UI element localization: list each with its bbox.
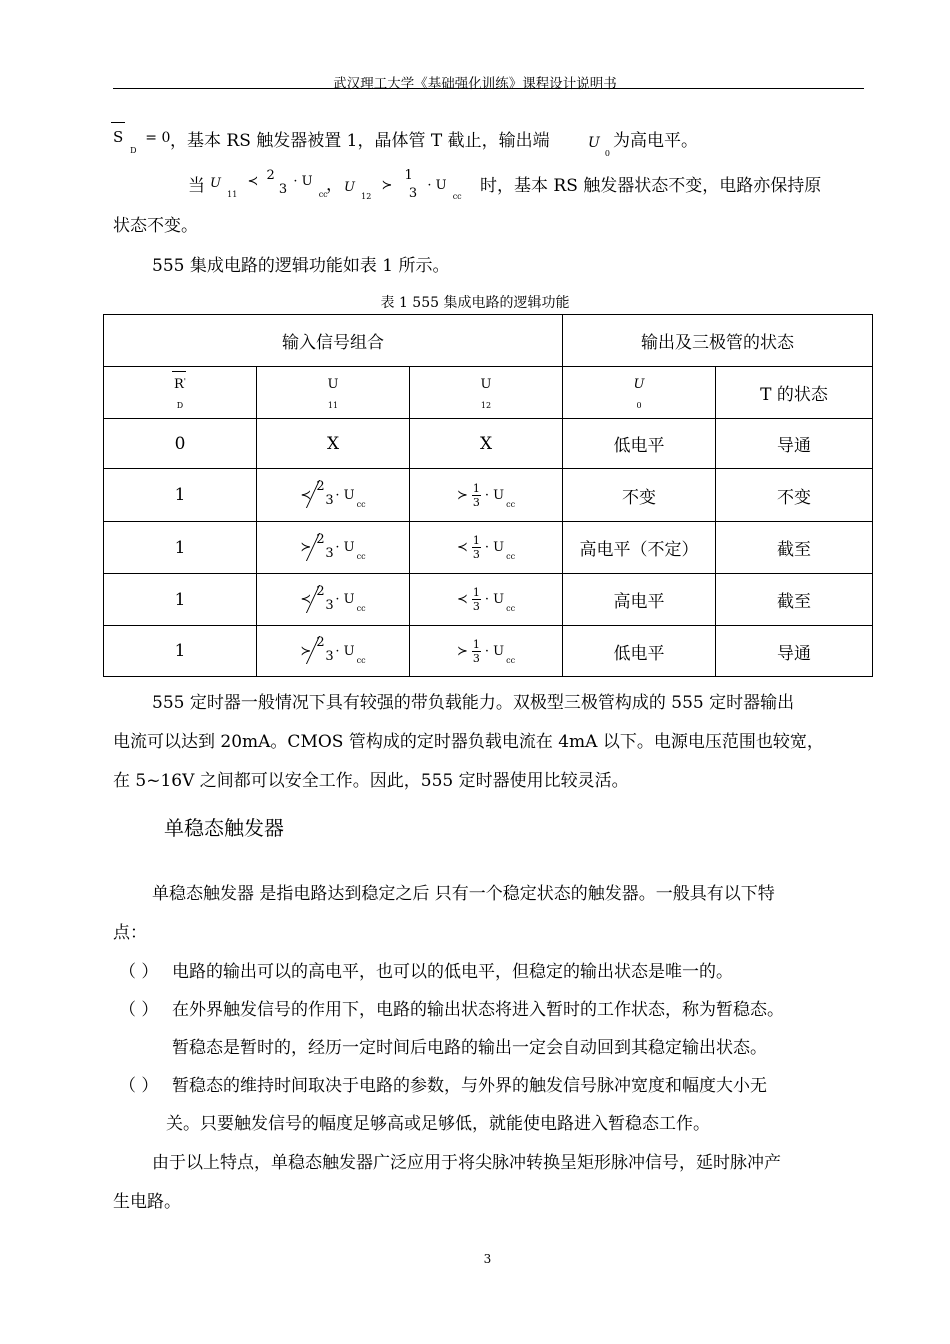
para3-line1: 由于以上特点，单稳态触发器广泛应用于将尖脉冲转换呈矩形脉冲信号，延时脉冲产 bbox=[152, 1153, 781, 1173]
ucc-label: · U bbox=[484, 540, 505, 555]
list-item-2-line2: 暂稳态是暂时的，经历一定时间后电路的输出一定会自动回到其稳定输出状态。 bbox=[172, 1038, 767, 1058]
cc-subscript: cc bbox=[506, 499, 516, 509]
cc-subscript: cc bbox=[356, 499, 366, 509]
fraction-one-third bbox=[472, 482, 481, 509]
u11-three: 3 bbox=[278, 182, 288, 197]
u11-letter: U bbox=[210, 176, 221, 191]
sd-subscript: D bbox=[130, 146, 137, 155]
cell-u11 bbox=[257, 626, 410, 677]
fraction-numerator: 1 bbox=[472, 481, 480, 495]
list-item-2-mark: （ ） bbox=[119, 1000, 159, 1020]
cell-u11: X bbox=[257, 419, 410, 469]
col-u11-header bbox=[257, 367, 410, 419]
fraction-one-third bbox=[472, 534, 481, 561]
u12-one: 1 bbox=[404, 168, 413, 183]
para3-line2: 生电路。 bbox=[113, 1192, 181, 1212]
list-item-1-line1: 电路的输出可以的高电平，也可以的低电平，但稳定的输出状态是唯一的。 bbox=[172, 962, 733, 982]
page-number: 3 bbox=[483, 1252, 492, 1266]
list-item-3-line1: 暂稳态的维持时间取决于电路的参数，与外界的触发信号脉冲宽度和幅度大小无 bbox=[172, 1076, 767, 1096]
section-heading: 单稳态触发器 bbox=[164, 816, 284, 840]
page-header: 武汉理工大学《基础强化训练》课程设计说明书 bbox=[333, 76, 617, 92]
u11-relation: ≺ bbox=[300, 592, 312, 607]
u12-gt: ≻ bbox=[381, 178, 393, 193]
cc-subscript: cc bbox=[356, 552, 366, 561]
cell-u12 bbox=[410, 469, 563, 522]
u0-letter: U bbox=[588, 135, 600, 151]
logic-function-table bbox=[103, 314, 873, 677]
cell-rd: 1 bbox=[104, 469, 257, 522]
col-t-header: T 的状态 bbox=[716, 367, 873, 419]
u11-col-letter: U bbox=[327, 376, 339, 392]
sd-equals: = 0 bbox=[145, 130, 171, 146]
u0-col-letter: U bbox=[633, 376, 645, 392]
ucc-label: · U bbox=[484, 487, 505, 503]
cell-u12 bbox=[410, 522, 563, 574]
para1-line2: 电流可以达到 20mA。CMOS 管构成的定时器负载电流在 4mA 以下。电源电压范围也较宽， bbox=[113, 732, 824, 752]
cell-t: 导通 bbox=[716, 419, 873, 469]
u11-cc: cc bbox=[318, 190, 328, 199]
fraction-numerator: 2 bbox=[316, 531, 325, 547]
fraction-denominator: 3 bbox=[472, 651, 480, 665]
cell-u0: 不变 bbox=[563, 469, 716, 522]
fraction-denominator: 3 bbox=[472, 600, 480, 613]
col-rd-header bbox=[104, 367, 257, 419]
u12-subscript: 12 bbox=[361, 192, 372, 201]
list-item-3-mark: （ ） bbox=[119, 1076, 159, 1096]
u0-symbol bbox=[588, 132, 610, 158]
table-row bbox=[104, 626, 873, 677]
u11-relation: ≺ bbox=[300, 487, 312, 503]
cell-u12 bbox=[410, 574, 563, 626]
group-output-header: 输出及三极管的状态 bbox=[563, 315, 873, 367]
fraction-denominator: 3 bbox=[325, 649, 334, 664]
fraction-two-thirds bbox=[315, 531, 335, 562]
table-row bbox=[104, 522, 873, 574]
list-item-2-line1: 在外界触发信号的作用下，电路的输出状态将进入暂时的工作状态，称为暂稳态。 bbox=[172, 1000, 784, 1020]
u11-lt: ≺ bbox=[247, 174, 259, 189]
cell-u11 bbox=[257, 522, 410, 574]
u12-letter: U bbox=[344, 180, 355, 195]
u12-ucc: · U bbox=[427, 178, 447, 193]
table-group-header-row bbox=[104, 315, 873, 367]
fraction-denominator: 3 bbox=[325, 545, 334, 561]
fraction-numerator: 2 bbox=[316, 583, 325, 599]
para1-line3: 在 5~16V 之间都可以安全工作。因此，555 定时器使用比较灵活。 bbox=[113, 771, 629, 791]
cell-u0: 低电平 bbox=[563, 419, 716, 469]
cell-u0: 高电平（不定） bbox=[563, 522, 716, 574]
cell-u12 bbox=[410, 626, 563, 677]
cell-u12: X bbox=[410, 419, 563, 469]
line2-dang: 当 bbox=[188, 176, 205, 196]
u11-col-subscript: 11 bbox=[327, 400, 339, 410]
ucc-label: · U bbox=[335, 540, 355, 555]
fraction-denominator: 3 bbox=[325, 493, 334, 508]
cell-rd: 1 bbox=[104, 522, 257, 574]
cc-subscript: cc bbox=[356, 604, 366, 613]
cell-u11 bbox=[257, 574, 410, 626]
rd-prime: ' bbox=[183, 376, 186, 386]
condition-u12 bbox=[344, 168, 462, 201]
fraction-numerator: 2 bbox=[316, 635, 325, 650]
fraction-one-third bbox=[472, 638, 481, 665]
u12-col-letter: U bbox=[480, 376, 492, 392]
ucc-label: · U bbox=[335, 592, 355, 607]
u11-two: 2 bbox=[266, 168, 275, 183]
condition-u11 bbox=[210, 168, 328, 199]
line1-text: ，基本 RS 触发器被置 1，晶体管 T 截止，输出端 bbox=[170, 131, 550, 151]
ucc-label: · U bbox=[335, 487, 355, 503]
ucc-label: · U bbox=[484, 592, 505, 607]
cell-rd: 1 bbox=[104, 626, 257, 677]
ucc-label: · U bbox=[484, 643, 505, 659]
para1-line1: 555 定时器一般情况下具有较强的带负载能力。双极型三极管构成的 555 定时器输出 bbox=[152, 693, 795, 713]
u12-relation: ≻ bbox=[456, 643, 468, 659]
u0-col-subscript: 0 bbox=[636, 400, 642, 410]
line2-comma: ， bbox=[326, 175, 343, 195]
u12-col-subscript: 12 bbox=[480, 400, 492, 410]
group-input-header: 输入信号组合 bbox=[104, 315, 563, 367]
rd-subscript: D bbox=[176, 400, 184, 410]
line3-text: 状态不变。 bbox=[113, 216, 198, 236]
para2-line1: 单稳态触发器 是指电路达到稳定之后 只有一个稳定状态的触发器。一般具有以下特 bbox=[152, 884, 775, 904]
cell-rd: 1 bbox=[104, 574, 257, 626]
line4-text: 555 集成电路的逻辑功能如表 1 所示。 bbox=[152, 256, 450, 276]
list-item-3-line2: 关。只要触发信号的幅度足够高或足够低，就能使电路进入暂稳态工作。 bbox=[166, 1114, 710, 1134]
list-item-1-mark: （ ） bbox=[119, 962, 159, 982]
table-caption: 表 1 555 集成电路的逻辑功能 bbox=[380, 295, 570, 311]
fraction-two-thirds bbox=[315, 583, 335, 614]
cell-u11 bbox=[257, 469, 410, 522]
u11-relation: ≻ bbox=[300, 540, 312, 555]
table-row bbox=[104, 574, 873, 626]
table-row bbox=[104, 469, 873, 522]
cc-subscript: cc bbox=[506, 655, 516, 665]
header-rule bbox=[113, 88, 864, 89]
col-u0-header bbox=[563, 367, 716, 419]
ucc-label: · U bbox=[335, 643, 355, 659]
cell-rd: 0 bbox=[104, 419, 257, 469]
line2-tail: 时，基本 RS 触发器状态不变，电路亦保持原 bbox=[480, 176, 822, 196]
fraction-denominator: 3 bbox=[472, 548, 480, 561]
cell-t: 截至 bbox=[716, 522, 873, 574]
u11-subscript: 11 bbox=[227, 190, 238, 199]
u12-relation: ≺ bbox=[456, 540, 468, 555]
cc-subscript: cc bbox=[506, 552, 516, 561]
u11-relation: ≻ bbox=[300, 643, 312, 659]
u11-ucc: · U bbox=[293, 174, 313, 189]
col-u12-header bbox=[410, 367, 563, 419]
sd-bar-symbol: S bbox=[113, 128, 124, 146]
cell-t: 导通 bbox=[716, 626, 873, 677]
rd-letter: R bbox=[174, 376, 184, 392]
fraction-two-thirds bbox=[315, 481, 335, 509]
fraction-one-third bbox=[472, 586, 481, 613]
u12-relation: ≻ bbox=[456, 487, 468, 503]
fraction-numerator: 2 bbox=[316, 479, 325, 494]
u0-subscript: 0 bbox=[604, 149, 610, 158]
fraction-numerator: 1 bbox=[472, 534, 480, 547]
fraction-two-thirds bbox=[315, 637, 335, 665]
formula-line-1 bbox=[113, 128, 171, 155]
u12-cc: cc bbox=[452, 192, 462, 201]
fraction-numerator: 1 bbox=[472, 637, 480, 651]
cell-t: 截至 bbox=[716, 574, 873, 626]
cc-subscript: cc bbox=[356, 655, 366, 665]
cell-u0: 高电平 bbox=[563, 574, 716, 626]
cc-subscript: cc bbox=[506, 604, 516, 613]
u12-relation: ≺ bbox=[456, 592, 468, 607]
table-row bbox=[104, 419, 873, 469]
fraction-numerator: 1 bbox=[472, 586, 480, 599]
cell-u0: 低电平 bbox=[563, 626, 716, 677]
fraction-denominator: 3 bbox=[472, 495, 480, 509]
para2-line2: 点： bbox=[113, 923, 147, 943]
u12-three: 3 bbox=[408, 186, 418, 201]
cell-t: 不变 bbox=[716, 469, 873, 522]
table-column-header-row bbox=[104, 367, 873, 419]
fraction-denominator: 3 bbox=[325, 597, 334, 613]
line1-tail: 为高电平。 bbox=[613, 131, 698, 151]
